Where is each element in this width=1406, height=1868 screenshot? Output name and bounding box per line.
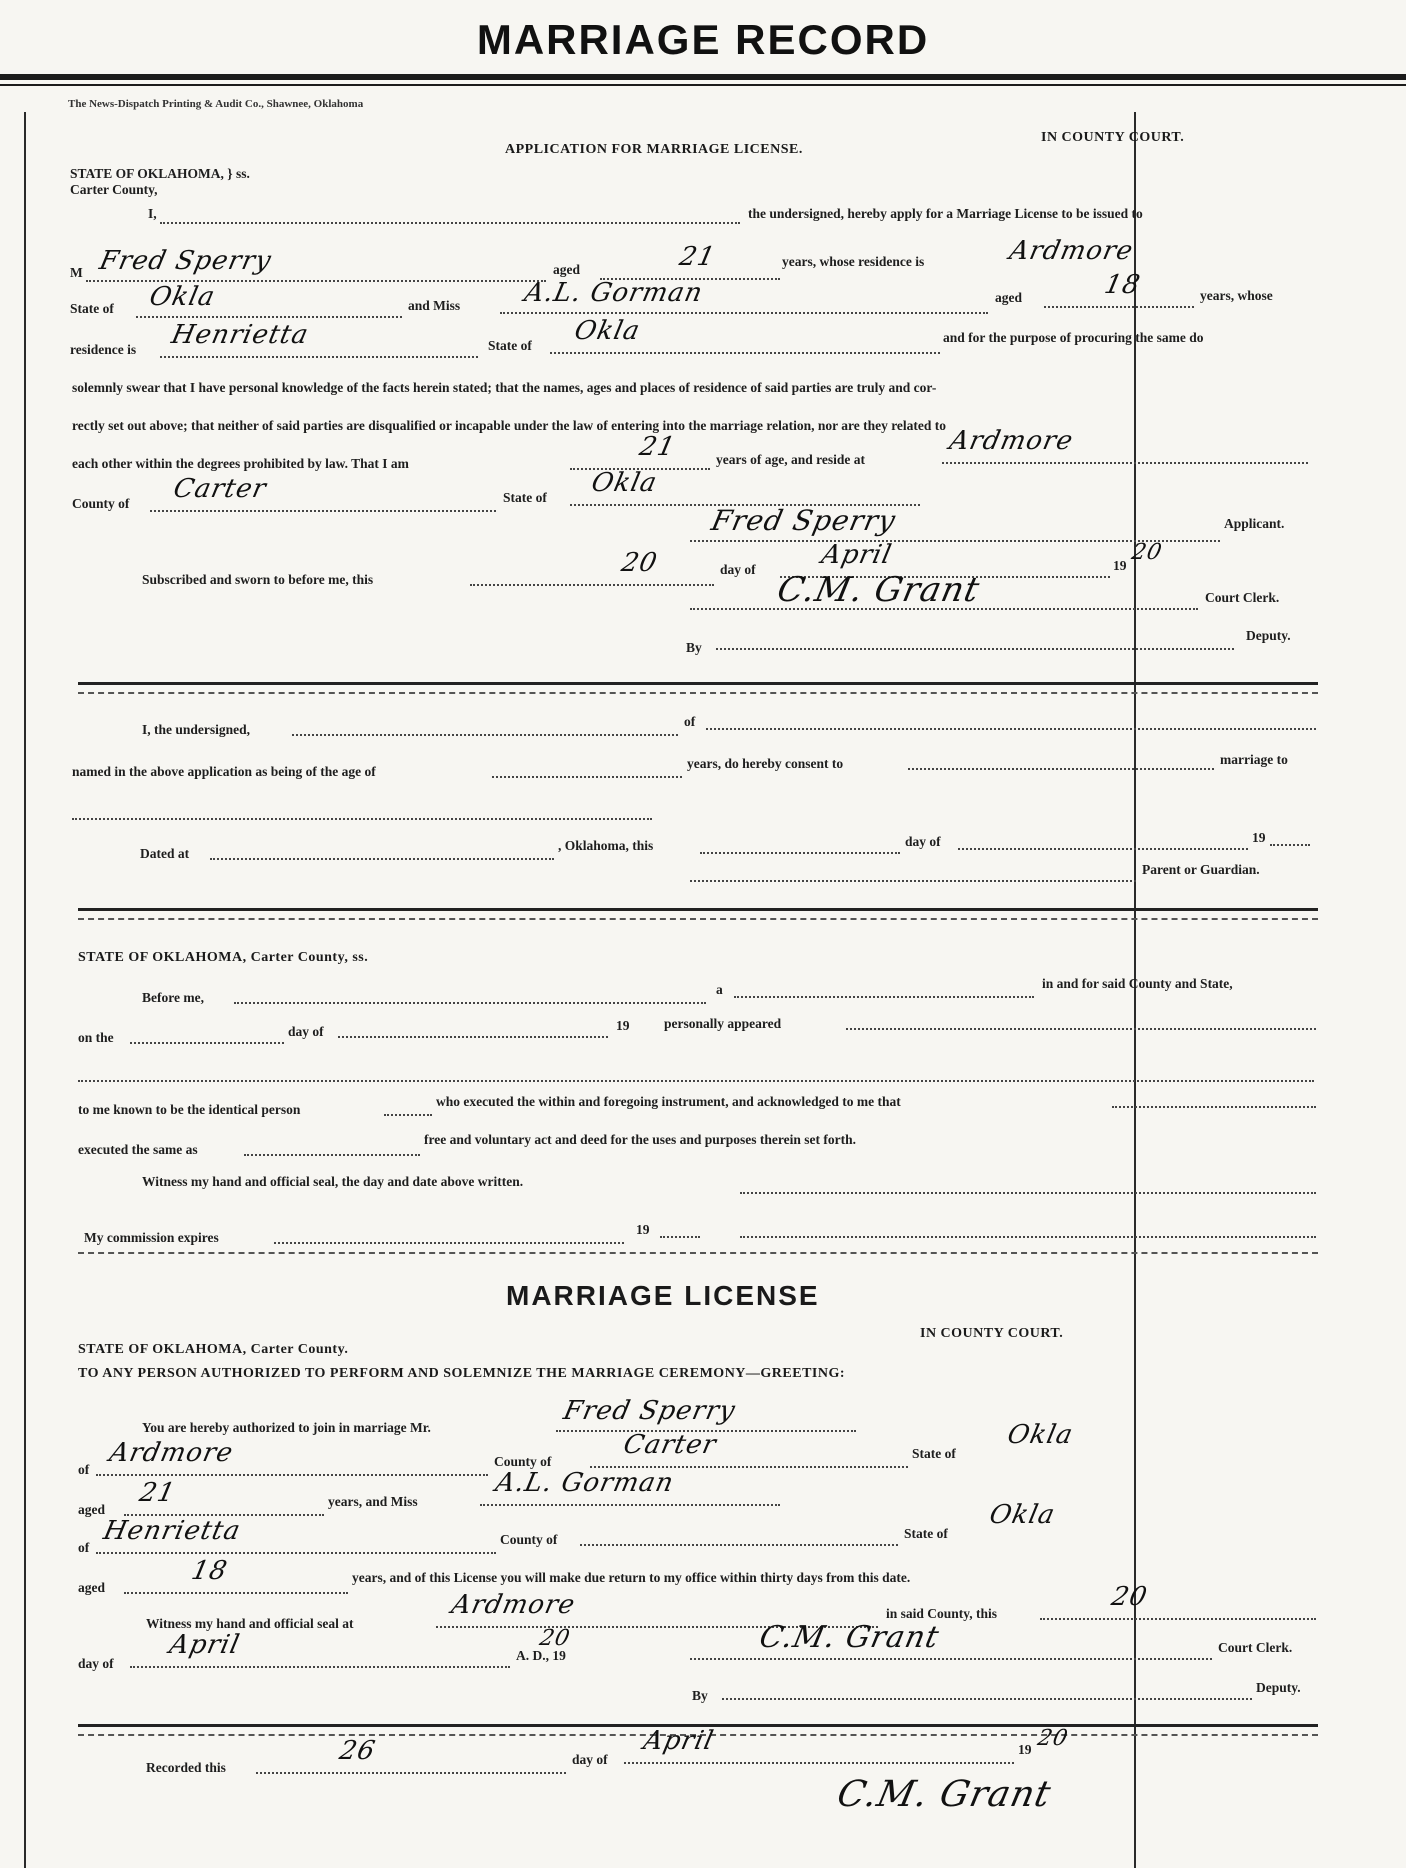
license-witness-month: April <box>166 1630 243 1660</box>
deputy-label: Deputy. <box>1246 628 1291 643</box>
license-day-of: day of <box>78 1656 114 1671</box>
license-clerk-signature: C.M. Grant <box>756 1620 943 1655</box>
bride-age: 18 <box>1101 270 1144 300</box>
subscribed-text: Subscribed and sworn to before me, this <box>142 572 374 587</box>
consent-day-of: day of <box>905 834 941 849</box>
day-of-label: day of <box>720 562 756 577</box>
state-of-label-2: State of <box>488 338 532 353</box>
applicant-label: Applicant. <box>1224 516 1285 531</box>
consent-nineteen: 19 <box>1252 830 1266 845</box>
license-court-clerk: Court Clerk. <box>1218 1640 1293 1655</box>
license-groom-city: Ardmore <box>106 1438 237 1468</box>
bride-residence: Henrietta <box>168 320 312 350</box>
license-aged-2: aged <box>78 1580 105 1595</box>
sworn-month: April <box>818 540 895 570</box>
applicant-county: Carter <box>170 474 270 504</box>
section-divider <box>78 682 1318 685</box>
reside-at: years of age, and reside at <box>716 452 865 467</box>
printer-imprint: The News-Dispatch Printing & Audit Co., Shawnee, Oklahoma <box>68 98 364 110</box>
license-groom-name: Fred Sperry <box>560 1396 739 1426</box>
aged-label: aged <box>553 262 580 277</box>
state-of-label: State of <box>70 301 114 316</box>
license-witness-year: 20 <box>537 1626 573 1651</box>
groom-residence: Ardmore <box>1006 236 1137 266</box>
groom-age: 21 <box>676 242 719 272</box>
on-the: on the <box>78 1030 114 1045</box>
in-and-for: in and for said County and State, <box>1042 976 1233 991</box>
commission-nineteen: 19 <box>636 1222 650 1237</box>
aged-label-2: aged <box>995 290 1022 305</box>
license-greeting: TO ANY PERSON AUTHORIZED TO PERFORM AND SOLEMNIZE THE MARRIAGE CEREMONY—GREETING: <box>78 1366 846 1381</box>
license-witness-day: 20 <box>1108 1582 1151 1612</box>
executed-same: executed the same as <box>78 1142 198 1157</box>
license-bride-name: A.L. Gorman <box>492 1468 677 1498</box>
ack-witness: Witness my hand and official seal, the day and date above written. <box>142 1174 524 1189</box>
bride-state: Okla <box>571 316 644 346</box>
consent-undersigned: I, the undersigned, <box>142 722 251 737</box>
license-aged: aged <box>78 1502 105 1517</box>
i-label: I, <box>148 206 157 221</box>
license-groom-age: 21 <box>136 1478 179 1508</box>
license-groom-state: Okla <box>1004 1420 1077 1450</box>
oath-line-2: rectly set out above; that neither of said parties are disqualified or incapable under the law of entering into the marriage relation, nor are they related to <box>72 418 947 433</box>
license-by: By <box>692 1688 708 1703</box>
ack-a: a <box>716 982 723 997</box>
oklahoma-this: , Oklahoma, this <box>558 838 654 853</box>
license-of-2: of <box>78 1540 90 1555</box>
procuring-text: and for the purpose of procuring the same do <box>943 330 1204 345</box>
license-of: of <box>78 1462 90 1477</box>
license-county-of: County of <box>494 1454 552 1469</box>
sworn-year: 20 <box>1129 540 1165 565</box>
recorded-year: 20 <box>1035 1726 1071 1751</box>
years-whose: years, whose <box>1200 288 1273 303</box>
bride-name: A.L. Gorman <box>521 278 706 308</box>
license-court: IN COUNTY COURT. <box>920 1326 1064 1341</box>
consent-of: of <box>684 714 696 729</box>
consent-named: named in the above application as being of the age of <box>72 764 376 779</box>
oath-line-3: each other within the degrees prohibited by law. That I am <box>72 456 409 471</box>
recorded-day-of: day of <box>572 1752 608 1767</box>
recorded-day: 26 <box>336 1736 379 1766</box>
by-label: By <box>686 640 702 655</box>
state-of-label-3: State of <box>503 490 547 505</box>
state-line: STATE OF OKLAHOMA, } ss. <box>70 166 250 181</box>
license-bride-state: Okla <box>986 1500 1059 1530</box>
county-line: Carter County, <box>70 182 158 197</box>
personally-appeared: personally appeared <box>664 1016 782 1031</box>
groom-state: Okla <box>146 282 219 312</box>
applicant-signature: Fred Sperry <box>708 504 899 537</box>
residence-is: residence is <box>70 342 137 357</box>
years-and-miss: years, and Miss <box>328 1494 418 1509</box>
application-court: IN COUNTY COURT. <box>1041 130 1185 145</box>
recorded-month: April <box>640 1726 717 1756</box>
oath-line-1: solemnly swear that I have personal knowledge of the facts herein stated; that the names, ages and places of residence of said parties are truly and cor- <box>72 380 937 395</box>
license-heading: MARRIAGE LICENSE <box>506 1280 820 1311</box>
year-prefix: 19 <box>1113 558 1127 573</box>
license-bride-age: 18 <box>188 1556 231 1586</box>
and-miss: and Miss <box>408 298 461 313</box>
county-of-label: County of <box>72 496 130 511</box>
ad-label: A. D., 19 <box>516 1648 566 1663</box>
applicant-state: Okla <box>588 468 661 498</box>
said-county: in said County, this <box>886 1606 998 1621</box>
license-state-of-2: State of <box>904 1526 948 1541</box>
application-heading: APPLICATION FOR MARRIAGE LICENSE. <box>505 142 803 157</box>
recorded-year-prefix: 19 <box>1018 1742 1032 1757</box>
license-witness-city: Ardmore <box>448 1590 579 1620</box>
return-text: years, and of this License you will make due return to my office within thirty days from this date. <box>352 1570 911 1585</box>
recorded-signature: C.M. Grant <box>833 1774 1055 1815</box>
ack-day-of: day of <box>288 1024 324 1039</box>
before-me: Before me, <box>142 990 204 1005</box>
applicant-residence: Ardmore <box>946 426 1077 456</box>
m-label: M <box>70 265 83 280</box>
license-groom-county: Carter <box>620 1430 720 1460</box>
header-rule <box>0 74 1406 80</box>
court-clerk-label: Court Clerk. <box>1205 590 1280 605</box>
applicant-age: 21 <box>636 432 679 462</box>
executed-within: who executed the within and foregoing instrument, and acknowledged to me that <box>436 1094 901 1109</box>
license-state: STATE OF OKLAHOMA, Carter County. <box>78 1342 349 1357</box>
license-witness: Witness my hand and official seal at <box>146 1616 354 1631</box>
free-act: free and voluntary act and deed for the uses and purposes therein set forth. <box>424 1132 857 1147</box>
header-rule-thin <box>0 84 1406 86</box>
license-county-of-2: County of <box>500 1532 558 1547</box>
license-bride-city: Henrietta <box>100 1516 244 1546</box>
license-deputy: Deputy. <box>1256 1680 1301 1695</box>
sworn-day: 20 <box>618 548 661 578</box>
known-person: to me known to be the identical person <box>78 1102 301 1117</box>
recorded-label: Recorded this <box>146 1760 226 1775</box>
ack-nineteen: 19 <box>616 1018 630 1033</box>
dated-at: Dated at <box>140 846 190 861</box>
clerk-signature: C.M. Grant <box>773 570 984 610</box>
commission-expires: My commission expires <box>84 1230 219 1245</box>
authorized-text: You are hereby authorized to join in marriage Mr. <box>142 1420 431 1435</box>
parent-guardian: Parent or Guardian. <box>1142 862 1260 877</box>
consent-years: years, do hereby consent to <box>687 756 844 771</box>
acknowledgment-heading: STATE OF OKLAHOMA, Carter County, ss. <box>78 950 369 965</box>
years-residence: years, whose residence is <box>782 254 925 269</box>
consent-marriage-to: marriage to <box>1220 752 1288 767</box>
apply-text: the undersigned, hereby apply for a Marriage License to be issued to <box>748 206 1143 221</box>
record-title: MARRIAGE RECORD <box>476 16 930 63</box>
groom-name: Fred Sperry <box>96 246 275 276</box>
license-state-of: State of <box>912 1446 956 1461</box>
